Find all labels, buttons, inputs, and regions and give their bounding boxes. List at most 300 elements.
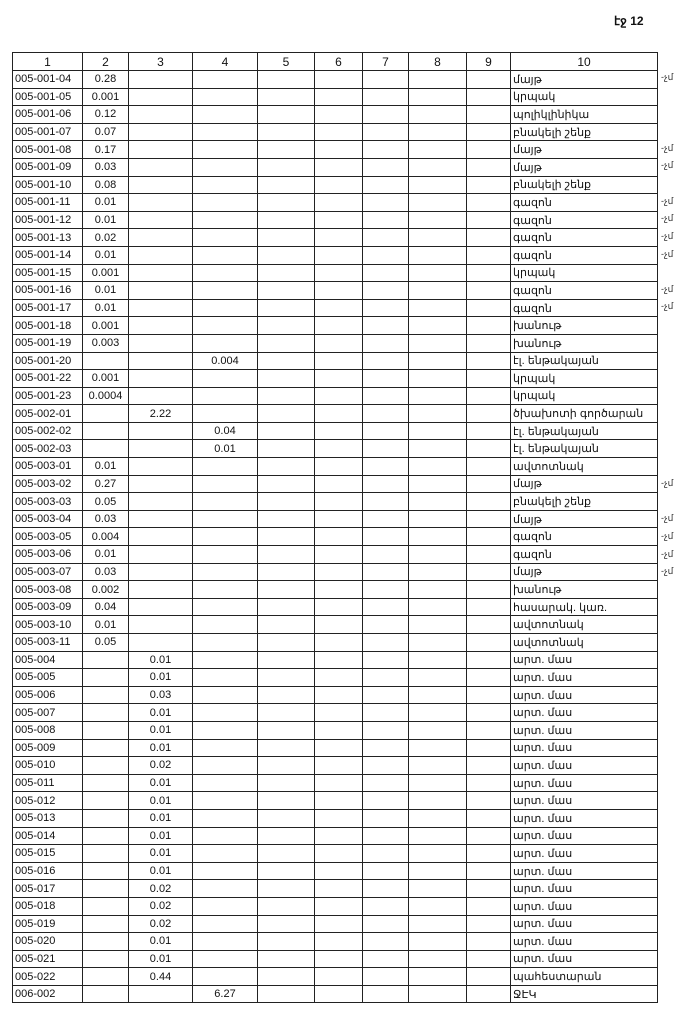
cell-col-4 [193, 880, 258, 898]
cell-col-5 [258, 211, 315, 229]
cell-col-6 [315, 106, 363, 124]
cell-col-4 [193, 510, 258, 528]
cell-col-8 [409, 475, 467, 493]
cell-col-7 [363, 370, 409, 388]
cell-col-1: 005-001-16 [13, 282, 83, 300]
cell-col-10: գազոն [511, 211, 658, 229]
cell-col-1: 005-001-17 [13, 299, 83, 317]
cell-col-4 [193, 387, 258, 405]
cell-col-2: 0.03 [83, 510, 129, 528]
cell-col-7 [363, 246, 409, 264]
cell-col-4 [193, 950, 258, 968]
cell-col-8 [409, 211, 467, 229]
cell-col-10: արտ. մաս [511, 950, 658, 968]
cell-col-6 [315, 792, 363, 810]
table-row [13, 71, 658, 89]
table-row [13, 458, 658, 476]
cell-col-10: գազոն [511, 229, 658, 247]
cell-col-4: 0.004 [193, 352, 258, 370]
cell-col-2: 0.001 [83, 370, 129, 388]
cell-col-10: արտ. մաս [511, 880, 658, 898]
cell-col-4 [193, 792, 258, 810]
cell-col-6 [315, 757, 363, 775]
cell-col-6 [315, 88, 363, 106]
cell-col-1: 005-009 [13, 739, 83, 757]
cell-col-8 [409, 106, 467, 124]
margin-note: -չմ [661, 72, 674, 82]
cell-col-9 [467, 686, 511, 704]
cell-col-8 [409, 493, 467, 511]
cell-col-9 [467, 546, 511, 564]
cell-col-8 [409, 299, 467, 317]
cell-col-7 [363, 211, 409, 229]
cell-col-5 [258, 845, 315, 863]
cell-col-2 [83, 774, 129, 792]
cell-col-4 [193, 598, 258, 616]
cell-col-3 [129, 246, 193, 264]
cell-col-5 [258, 968, 315, 986]
cell-col-9 [467, 123, 511, 141]
cell-col-4 [193, 106, 258, 124]
cell-col-7 [363, 933, 409, 951]
cell-col-2: 0.17 [83, 141, 129, 159]
cell-col-10: ավտոտնակ [511, 616, 658, 634]
table-row [13, 422, 658, 440]
cell-col-2: 0.12 [83, 106, 129, 124]
cell-col-8 [409, 194, 467, 212]
cell-col-4 [193, 176, 258, 194]
cell-col-5 [258, 546, 315, 564]
cell-col-8 [409, 845, 467, 863]
cell-col-2: 0.01 [83, 246, 129, 264]
cell-col-7 [363, 739, 409, 757]
cell-col-8 [409, 774, 467, 792]
cell-col-5 [258, 458, 315, 476]
cell-col-9 [467, 968, 511, 986]
table-row [13, 757, 658, 775]
cell-col-5 [258, 669, 315, 687]
cell-col-1: 005-003-11 [13, 634, 83, 652]
cell-col-4 [193, 229, 258, 247]
cell-col-1: 005-005 [13, 669, 83, 687]
cell-col-7 [363, 546, 409, 564]
cell-col-6 [315, 422, 363, 440]
cell-col-2 [83, 739, 129, 757]
table-row [13, 510, 658, 528]
cell-col-9 [467, 352, 511, 370]
cell-col-7 [363, 299, 409, 317]
cell-col-4 [193, 211, 258, 229]
cell-col-10: արտ. մաս [511, 792, 658, 810]
cell-col-6 [315, 141, 363, 159]
cell-col-4 [193, 194, 258, 212]
cell-col-7 [363, 563, 409, 581]
cell-col-4 [193, 845, 258, 863]
cell-col-6 [315, 246, 363, 264]
cell-col-3 [129, 299, 193, 317]
cell-col-6 [315, 845, 363, 863]
cell-col-5 [258, 739, 315, 757]
cell-col-1: 005-001-22 [13, 370, 83, 388]
cell-col-7 [363, 985, 409, 1003]
cell-col-5 [258, 634, 315, 652]
cell-col-9 [467, 950, 511, 968]
cell-col-1: 005-021 [13, 950, 83, 968]
cell-col-5 [258, 950, 315, 968]
table-row [13, 176, 658, 194]
cell-col-1: 006-002 [13, 985, 83, 1003]
cell-col-7 [363, 458, 409, 476]
cell-col-5 [258, 809, 315, 827]
cell-col-2 [83, 757, 129, 775]
cell-col-3 [129, 158, 193, 176]
cell-col-4 [193, 897, 258, 915]
cell-col-2: 0.05 [83, 634, 129, 652]
cell-col-8 [409, 246, 467, 264]
cell-col-1: 005-015 [13, 845, 83, 863]
column-header: 6 [315, 53, 363, 71]
cell-col-1: 005-019 [13, 915, 83, 933]
cell-col-6 [315, 669, 363, 687]
cell-col-5 [258, 71, 315, 89]
cell-col-7 [363, 792, 409, 810]
cell-col-9 [467, 897, 511, 915]
cell-col-10: արտ. մաս [511, 669, 658, 687]
cell-col-8 [409, 651, 467, 669]
cell-col-6 [315, 827, 363, 845]
cell-col-6 [315, 933, 363, 951]
cell-col-2: 0.002 [83, 581, 129, 599]
table-row [13, 950, 658, 968]
cell-col-5 [258, 158, 315, 176]
cell-col-6 [315, 721, 363, 739]
cell-col-6 [315, 387, 363, 405]
cell-col-7 [363, 229, 409, 247]
cell-col-7 [363, 440, 409, 458]
cell-col-8 [409, 334, 467, 352]
cell-col-7 [363, 827, 409, 845]
cell-col-3 [129, 458, 193, 476]
cell-col-4 [193, 968, 258, 986]
cell-col-3: 0.01 [129, 651, 193, 669]
cell-col-3 [129, 229, 193, 247]
margin-note: -չմ [661, 477, 674, 488]
cell-col-4 [193, 669, 258, 687]
cell-col-7 [363, 651, 409, 669]
cell-col-6 [315, 493, 363, 511]
cell-col-3 [129, 88, 193, 106]
cell-col-3: 0.02 [129, 915, 193, 933]
cell-col-9 [467, 845, 511, 863]
cell-col-10: մայթ [511, 71, 658, 89]
cell-col-7 [363, 598, 409, 616]
cell-col-9 [467, 581, 511, 599]
margin-note: -չմ [661, 513, 674, 524]
cell-col-5 [258, 985, 315, 1003]
cell-col-7 [363, 264, 409, 282]
cell-col-2: 0.001 [83, 88, 129, 106]
cell-col-9 [467, 176, 511, 194]
cell-col-5 [258, 792, 315, 810]
cell-col-3: 0.01 [129, 827, 193, 845]
cell-col-10: արտ. մաս [511, 915, 658, 933]
cell-col-6 [315, 862, 363, 880]
cell-col-8 [409, 704, 467, 722]
cell-col-1: 005-001-06 [13, 106, 83, 124]
cell-col-2: 0.01 [83, 282, 129, 300]
cell-col-7 [363, 897, 409, 915]
cell-col-10: արտ. մաս [511, 774, 658, 792]
cell-col-3 [129, 493, 193, 511]
cell-col-5 [258, 598, 315, 616]
cell-col-8 [409, 739, 467, 757]
cell-col-1: 005-003-02 [13, 475, 83, 493]
cell-col-3: 0.01 [129, 739, 193, 757]
cell-col-1: 005-011 [13, 774, 83, 792]
cell-col-10: ՋԷԿ [511, 985, 658, 1003]
cell-col-5 [258, 774, 315, 792]
cell-col-2: 0.003 [83, 334, 129, 352]
cell-col-1: 005-020 [13, 933, 83, 951]
cell-col-5 [258, 880, 315, 898]
cell-col-9 [467, 405, 511, 423]
cell-col-6 [315, 194, 363, 212]
cell-col-10: մայթ [511, 563, 658, 581]
cell-col-10: արտ. մաս [511, 739, 658, 757]
cell-col-10: գազոն [511, 282, 658, 300]
cell-col-10: արտ. մաս [511, 933, 658, 951]
cell-col-2 [83, 968, 129, 986]
table-row [13, 123, 658, 141]
cell-col-6 [315, 774, 363, 792]
cell-col-3: 0.01 [129, 669, 193, 687]
cell-col-1: 005-002-03 [13, 440, 83, 458]
cell-col-1: 005-001-20 [13, 352, 83, 370]
cell-col-9 [467, 721, 511, 739]
cell-col-8 [409, 458, 467, 476]
cell-col-3 [129, 352, 193, 370]
cell-col-9 [467, 440, 511, 458]
cell-col-8 [409, 862, 467, 880]
margin-note: -չմ [661, 230, 674, 241]
cell-col-5 [258, 194, 315, 212]
cell-col-8 [409, 616, 467, 634]
cell-col-9 [467, 739, 511, 757]
table-row [13, 440, 658, 458]
cell-col-6 [315, 158, 363, 176]
cell-col-7 [363, 317, 409, 335]
cell-col-7 [363, 352, 409, 370]
table-row [13, 317, 658, 335]
cell-col-3 [129, 123, 193, 141]
cell-col-9 [467, 246, 511, 264]
cell-col-7 [363, 915, 409, 933]
cell-col-10: էլ. ենթակայան [511, 352, 658, 370]
cell-col-10: խանութ [511, 581, 658, 599]
cell-col-6 [315, 809, 363, 827]
cell-col-4 [193, 88, 258, 106]
cell-col-7 [363, 862, 409, 880]
cell-col-9 [467, 493, 511, 511]
cell-col-10: արտ. մաս [511, 809, 658, 827]
cell-col-1: 005-004 [13, 651, 83, 669]
margin-note: -չմ [661, 160, 674, 171]
cell-col-8 [409, 598, 467, 616]
cell-col-6 [315, 176, 363, 194]
column-header: 9 [467, 53, 511, 71]
margin-note: -չմ [661, 548, 674, 559]
cell-col-5 [258, 370, 315, 388]
cell-col-9 [467, 71, 511, 89]
cell-col-5 [258, 246, 315, 264]
cell-col-1: 005-003-08 [13, 581, 83, 599]
table-row [13, 651, 658, 669]
cell-col-1: 005-010 [13, 757, 83, 775]
cell-col-1: 005-001-08 [13, 141, 83, 159]
cell-col-5 [258, 933, 315, 951]
table-row [13, 493, 658, 511]
cell-col-6 [315, 317, 363, 335]
cell-col-6 [315, 897, 363, 915]
cell-col-4 [193, 141, 258, 159]
table-row [13, 546, 658, 564]
table-row [13, 475, 658, 493]
cell-col-5 [258, 897, 315, 915]
cell-col-3: 0.01 [129, 845, 193, 863]
cell-col-10: խանութ [511, 317, 658, 335]
cell-col-7 [363, 176, 409, 194]
cell-col-3: 0.01 [129, 774, 193, 792]
cell-col-3: 0.01 [129, 721, 193, 739]
cell-col-4 [193, 493, 258, 511]
cell-col-10: խանութ [511, 334, 658, 352]
cell-col-9 [467, 528, 511, 546]
cell-col-7 [363, 510, 409, 528]
cell-col-3 [129, 546, 193, 564]
cell-col-9 [467, 334, 511, 352]
cell-col-6 [315, 440, 363, 458]
cell-col-8 [409, 757, 467, 775]
cell-col-10: կրպակ [511, 370, 658, 388]
cell-col-3: 0.01 [129, 792, 193, 810]
cell-col-6 [315, 546, 363, 564]
cell-col-2 [83, 792, 129, 810]
cell-col-3 [129, 440, 193, 458]
cell-col-5 [258, 651, 315, 669]
page-number: էջ 12 [614, 14, 644, 28]
cell-col-4 [193, 264, 258, 282]
cell-col-6 [315, 352, 363, 370]
cell-col-3 [129, 985, 193, 1003]
cell-col-4 [193, 933, 258, 951]
cell-col-5 [258, 827, 315, 845]
cell-col-9 [467, 809, 511, 827]
cell-col-7 [363, 158, 409, 176]
cell-col-10: արտ. մաս [511, 845, 658, 863]
cell-col-6 [315, 616, 363, 634]
cell-col-5 [258, 757, 315, 775]
cell-col-3: 0.01 [129, 809, 193, 827]
cell-col-5 [258, 563, 315, 581]
cell-col-10: արտ. մաս [511, 827, 658, 845]
table-row [13, 968, 658, 986]
cell-col-8 [409, 176, 467, 194]
cell-col-8 [409, 317, 467, 335]
cell-col-3 [129, 370, 193, 388]
cell-col-9 [467, 651, 511, 669]
cell-col-7 [363, 809, 409, 827]
cell-col-1: 005-001-18 [13, 317, 83, 335]
cell-col-2: 0.05 [83, 493, 129, 511]
cell-col-6 [315, 211, 363, 229]
cell-col-2: 0.01 [83, 458, 129, 476]
cell-col-7 [363, 71, 409, 89]
cell-col-8 [409, 405, 467, 423]
cell-col-2: 0.01 [83, 194, 129, 212]
table-row [13, 845, 658, 863]
cell-col-8 [409, 985, 467, 1003]
table-row [13, 581, 658, 599]
cell-col-4 [193, 246, 258, 264]
cell-col-1: 005-003-01 [13, 458, 83, 476]
cell-col-7 [363, 334, 409, 352]
cell-col-6 [315, 915, 363, 933]
cell-col-6 [315, 264, 363, 282]
cell-col-6 [315, 71, 363, 89]
table-row [13, 862, 658, 880]
table-row [13, 792, 658, 810]
cell-col-7 [363, 528, 409, 546]
cell-col-1: 005-008 [13, 721, 83, 739]
cell-col-8 [409, 229, 467, 247]
cell-col-3 [129, 581, 193, 599]
cell-col-4 [193, 71, 258, 89]
table-row [13, 827, 658, 845]
cell-col-10: արտ. մաս [511, 686, 658, 704]
cell-col-2: 0.27 [83, 475, 129, 493]
cell-col-1: 005-001-15 [13, 264, 83, 282]
cell-col-3 [129, 510, 193, 528]
cell-col-3: 0.03 [129, 686, 193, 704]
cell-col-6 [315, 299, 363, 317]
cell-col-1: 005-012 [13, 792, 83, 810]
cell-col-9 [467, 229, 511, 247]
margin-note: -չմ [661, 283, 674, 294]
cell-col-4 [193, 686, 258, 704]
cell-col-10: ծխախոտի գործարան [511, 405, 658, 423]
cell-col-2: 0.08 [83, 176, 129, 194]
table-row [13, 282, 658, 300]
cell-col-6 [315, 634, 363, 652]
cell-col-10: ավտոտնակ [511, 634, 658, 652]
cell-col-2 [83, 862, 129, 880]
cell-col-10: կրպակ [511, 264, 658, 282]
cell-col-2: 0.001 [83, 264, 129, 282]
table-row [13, 352, 658, 370]
cell-col-10: կրպակ [511, 88, 658, 106]
column-header: 4 [193, 53, 258, 71]
cell-col-3: 0.01 [129, 862, 193, 880]
cell-col-9 [467, 862, 511, 880]
cell-col-3: 0.02 [129, 897, 193, 915]
cell-col-8 [409, 563, 467, 581]
cell-col-7 [363, 475, 409, 493]
cell-col-6 [315, 123, 363, 141]
cell-col-10: բնակելի շենք [511, 123, 658, 141]
cell-col-9 [467, 880, 511, 898]
cell-col-9 [467, 563, 511, 581]
cell-col-8 [409, 669, 467, 687]
